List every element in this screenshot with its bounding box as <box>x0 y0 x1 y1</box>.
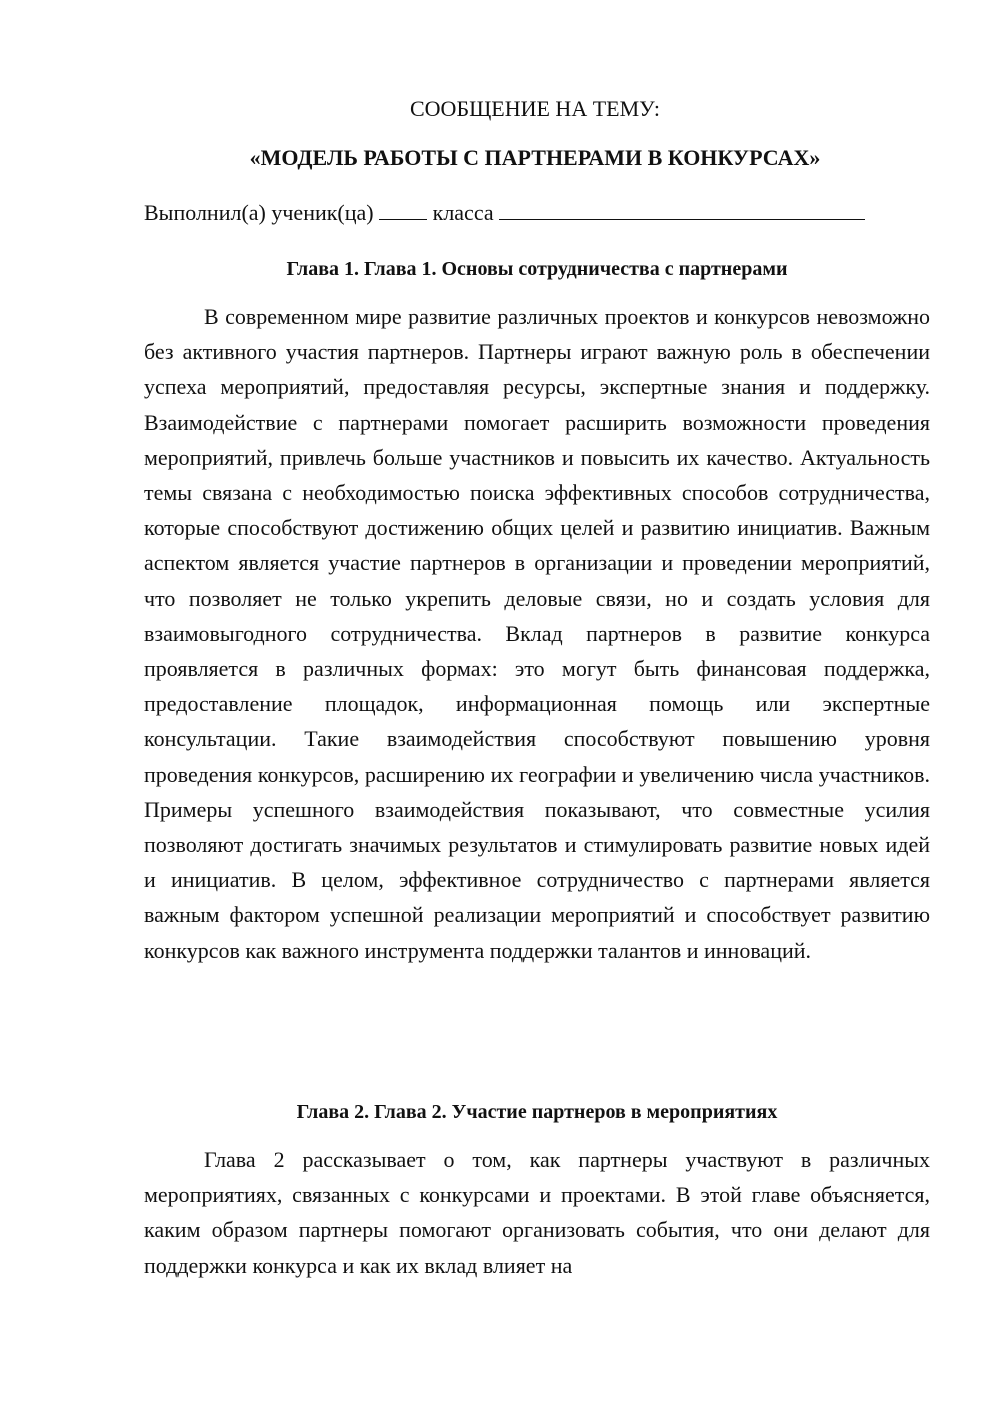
document-title-line1: СООБЩЕНИЕ НА ТЕМУ: <box>410 96 660 121</box>
chapter1-paragraph: В современном мире развитие различных проектов и конкурсов невозможно без активного участия партнеров. Партнеры играют важную роль в обеспечении успеха мероприятий, предоставляя ресурсы, экспертные знания и поддержку. Взаимодействие с партнерами помогает расширить возможности проведения мероприятий, привлечь больше участников и повысить их качество. Актуальность темы связана с необходимостью поиска эффективных способов сотрудничества, которые способствуют достижению общих целей и развитию инициатив. Важным аспектом является участие партнеров в организации и проведении мероприятий, что позволяет не только укрепить деловые связи, но и создать условия для взаимовыгодного сотрудничества. Вклад партнеров в развитие конкурса проявляется в различных формах: это могут быть финансовая поддержка, предоставление площадок, информационная помощь или экспертные консультации. Такие взаимодействия способствуют повышению уровня проведения конкурсов, расширению их географии и увеличению числа участников. Примеры успешного взаимодействия показывают, что совместные усилия позволяют достигать значимых результатов и стимулировать развитие новых идей и инициатив. В целом, эффективное сотрудничество с партнерами является важным фактором успешной реализации мероприятий и способствует развитию конкурсов как важного инструмента поддержки талантов и инноваций. <box>144 304 930 963</box>
document-title-line2: «МОДЕЛЬ РАБОТЫ С ПАРТНЕРАМИ В КОНКУРСАХ» <box>249 145 821 170</box>
class-label: класса <box>432 200 494 225</box>
grade-blank <box>379 197 427 220</box>
class-name-blank <box>499 197 865 220</box>
author-prefix-label: Выполнил(а) ученик(ца) <box>144 200 374 225</box>
chapter2-paragraph: Глава 2 рассказывает о том, как партнеры участвуют в различных мероприятиях, связанных с конкурсами и проектами. В этой главе объясняется, каким образом партнеры помогают организовать события, что они делают для поддержки конкурса и как их вклад влияет на <box>144 1147 930 1278</box>
chapter1-heading: Глава 1. Глава 1. Основы сотрудничества с партнерами <box>286 258 788 280</box>
chapter2-heading: Глава 2. Глава 2. Участие партнеров в мероприятиях <box>296 1101 778 1123</box>
author-line <box>144 197 865 228</box>
